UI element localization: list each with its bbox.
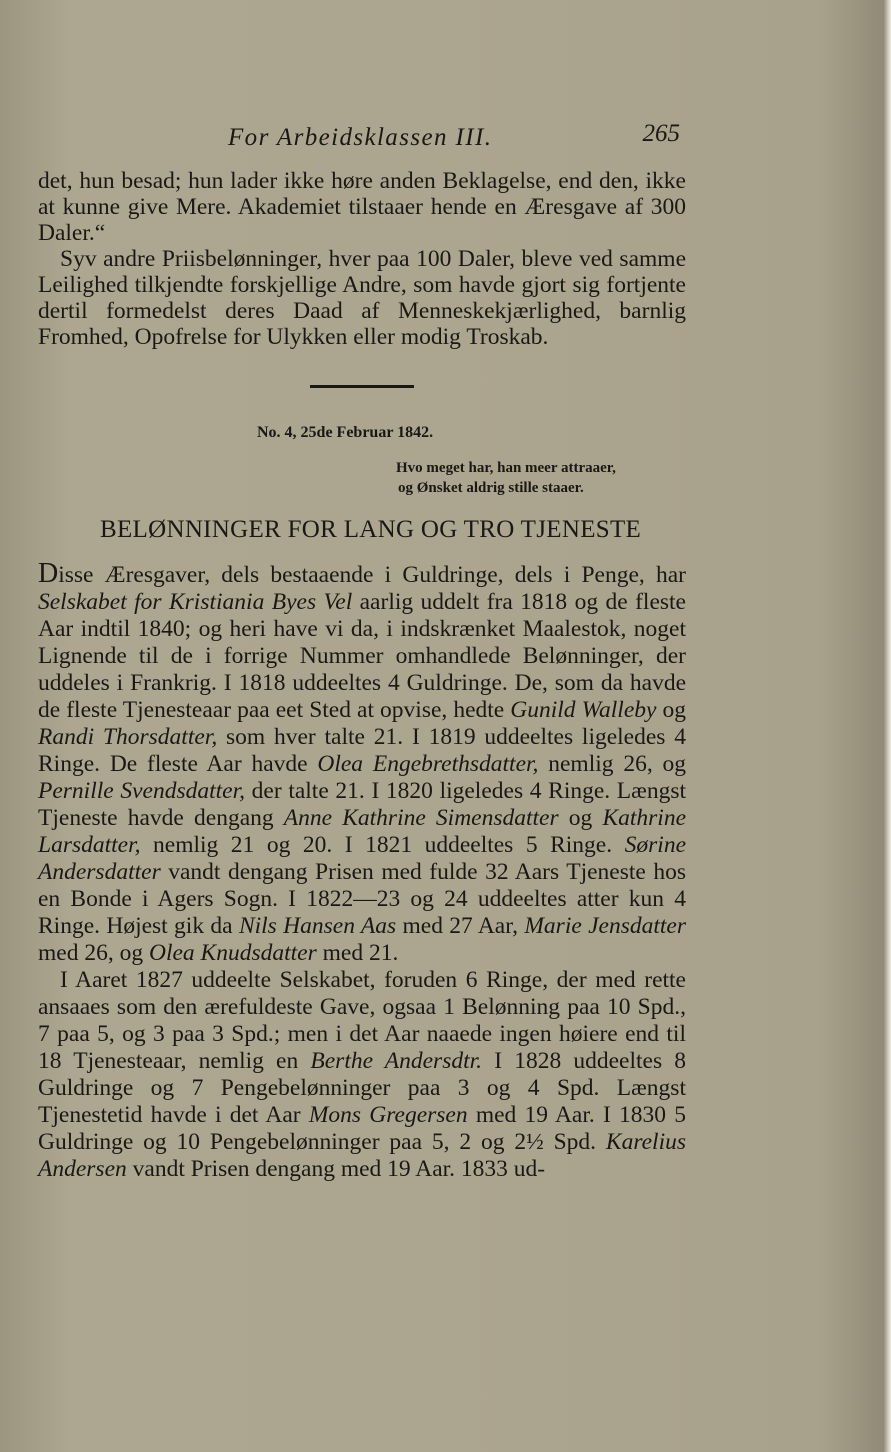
page-number: 265 [642, 120, 680, 147]
person-name: Sørine Andersdatter [38, 832, 686, 885]
person-name: Marie Jensdatter [524, 913, 687, 939]
paragraph: I Aaret 1827 uddeelte Selskabet, foruden 6 Ringe, der med rette ansaaes som den ærefuldeste Gave, ogsaa 1 Belønning paa 10 Spd., 7 paa 5, og 3 paa 3 Spd.; men i det Aar naaede ingen høiere end til 18 Tjenesteaar, nemlig en Berthe Andersdtr. I 1828 uddeeltes 8 Guldringe og 7 Pengebelønninger paa 3 og 4 Spd. Længst Tjenestetid havde i det Aar Mons Gregersen med 19 Aar. I 1830 5 Guldringe og 10 Pengebelønninger paa 5, 2 og 2½ Spd. Karelius Andersen vandt Prisen dengang med 19 Aar. 1833 ud- [38, 967, 687, 1182]
person-name: Karelius Andersen [38, 1129, 686, 1182]
person-name: Kathrine Larsdatter, [38, 805, 687, 858]
running-head [228, 118, 680, 158]
paragraph: Syv andre Priisbelønninger, hver paa 100 Daler, bleve ved samme Leilighed tilkjendte forskjellige Andre, som havde gjort sig fortjente dertil formedelst deres Daad af Menneskekjærlighed, barnlig Fromhed, Opofrelse for Ulykken eller modig Troskab. [38, 246, 686, 350]
person-name: Mons Gregersen [308, 1102, 468, 1128]
epigraph-line: og Ønsket aldrig stille staaer. [398, 480, 584, 496]
person-name: Selskabet for Kristiania Byes Vel [38, 589, 353, 615]
person-name: Berthe Andersdtr. [310, 1048, 483, 1074]
person-name: Olea Engebrethsdatter, [317, 751, 539, 777]
person-name: Randi Thorsdatter, [38, 724, 218, 750]
page-edge [883, 0, 891, 1452]
paragraph: Disse Æresgaver, dels bestaaende i Guldringe, dels i Penge, har Selskabet for Kristiania Byes Vel aarlig uddelt fra 1818 og de fleste Aar indtil 1840; og heri have vi da, i indskrænket Maalestok, noget Lignende til de i forrige Nummer omhandlede Belønninger, der uddeles i Frankrig. I 1818 uddeeltes 4 Guldringe. De, som da havde de fleste Tjenesteaar paa eet Sted at opvise, hedte Gunild Walleby og Randi Thorsdatter, som hver talte 21. I 1819 uddeeltes ligeledes 4 Ringe. De fleste Aar havde Olea Engebrethsdatter, nemlig 26, og Pernille Svendsdatter, der talte 21. I 1820 ligeledes 4 Ringe. Længst Tjeneste havde dengang Anne Kathrine Simensdatter og Kathrine Larsdatter, nemlig 21 og 20. I 1821 uddeeltes 5 Ringe. Sørine Andersdatter vandt dengang Prisen med fulde 32 Aars Tjeneste hos en Bonde i Agers Sogn. I 1822—23 og 24 uddeeltes atter kun 4 Ringe. Højest gik da Nils Hansen Aas med 27 Aar, Marie Jensdatter med 26, og Olea Knudsdatter med 21. [38, 558, 687, 966]
body-text [38, 560, 686, 1183]
epigraph-line: Hvo meget har, han meer attraaer, [396, 460, 616, 476]
person-name: Anne Kathrine Simensdatter [283, 805, 559, 831]
person-name: Nils Hansen Aas [238, 913, 397, 939]
person-name: Olea Knudsdatter [148, 940, 317, 966]
top-text [38, 168, 686, 350]
person-name: Gunild Walleby [510, 697, 657, 723]
issue-line: No. 4, 25de Februar 1842. [257, 424, 434, 441]
running-title: For Arbeidsklassen III. [228, 124, 493, 151]
section-heading: BELØNNINGER FOR LANG OG TRO TJENESTE [100, 516, 642, 543]
section-divider [310, 385, 414, 388]
epigraph [396, 458, 616, 498]
person-name: Pernille Svendsdatter, [38, 778, 246, 804]
paragraph: det, hun besad; hun lader ikke høre anden Beklagelse, end den, ikke at kunne give Mere. Akademiet tilstaaer hende en Æresgave af 300 Daler.“ [38, 168, 686, 246]
